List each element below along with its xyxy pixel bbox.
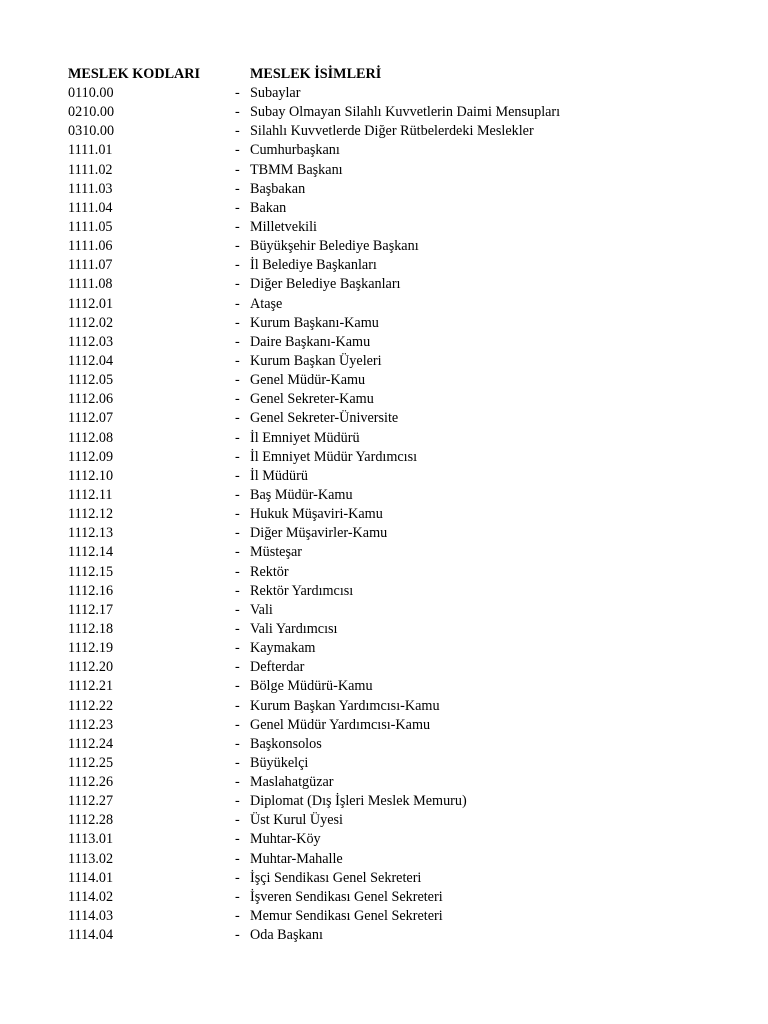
occupation-code: 1112.28 bbox=[68, 812, 114, 829]
list-item bbox=[68, 467, 708, 486]
occupation-name: Müsteşar bbox=[250, 544, 303, 561]
occupation-code: 1112.20 bbox=[68, 659, 114, 676]
list-item bbox=[68, 333, 708, 352]
codes-column-heading: MESLEK KODLARI bbox=[68, 66, 201, 82]
list-item bbox=[68, 677, 708, 696]
occupation-code: 1114.02 bbox=[68, 888, 114, 905]
list-item bbox=[68, 524, 708, 543]
occupation-name: Büyükşehir Belediye Başkanı bbox=[250, 238, 419, 255]
occupation-name: Diplomat (Dış İşleri Meslek Memuru) bbox=[250, 793, 467, 810]
list-item bbox=[68, 926, 708, 945]
occupation-name: Kurum Başkanı-Kamu bbox=[250, 314, 379, 331]
occupation-name: İşçi Sendikası Genel Sekreteri bbox=[250, 869, 422, 886]
list-item bbox=[68, 161, 708, 180]
table-header bbox=[68, 64, 708, 84]
separator-dash: - bbox=[235, 697, 240, 714]
list-item bbox=[68, 582, 708, 601]
list-item bbox=[68, 869, 708, 888]
separator-dash: - bbox=[235, 448, 240, 465]
separator-dash: - bbox=[235, 123, 240, 140]
occupation-name: Maslahatgüzar bbox=[250, 774, 334, 791]
separator-dash: - bbox=[235, 888, 240, 905]
separator-dash: - bbox=[235, 678, 240, 695]
occupation-name: Vali bbox=[250, 601, 273, 618]
separator-dash: - bbox=[235, 104, 240, 121]
occupation-code: 0110.00 bbox=[68, 85, 114, 101]
occupation-code: 1112.27 bbox=[68, 793, 114, 810]
list-item bbox=[68, 237, 708, 256]
list-item bbox=[68, 409, 708, 428]
separator-dash: - bbox=[235, 754, 240, 771]
list-item bbox=[68, 352, 708, 371]
occupation-code: 1111.08 bbox=[68, 276, 113, 293]
separator-dash: - bbox=[235, 582, 240, 599]
list-item bbox=[68, 697, 708, 716]
list-item bbox=[68, 486, 708, 505]
separator-dash: - bbox=[235, 793, 240, 810]
occupation-code: 1112.02 bbox=[68, 314, 114, 331]
occupation-code: 1114.03 bbox=[68, 908, 114, 925]
occupation-code: 1112.18 bbox=[68, 620, 114, 637]
occupation-name: İl Emniyet Müdürü bbox=[250, 429, 360, 446]
separator-dash: - bbox=[235, 486, 240, 503]
occupation-code: 1113.01 bbox=[68, 831, 114, 848]
occupation-name: Başkonsolos bbox=[250, 735, 322, 752]
separator-dash: - bbox=[235, 850, 240, 867]
occupation-name: Genel Sekreter-Kamu bbox=[250, 391, 374, 408]
separator-dash: - bbox=[235, 506, 240, 523]
occupation-name: TBMM Başkanı bbox=[250, 161, 343, 178]
occupation-name: Genel Müdür-Kamu bbox=[250, 372, 366, 389]
occupation-name: Büyükelçi bbox=[250, 754, 309, 771]
occupation-code: 1111.06 bbox=[68, 238, 113, 255]
occupation-name: Milletvekili bbox=[250, 218, 317, 235]
separator-dash: - bbox=[235, 908, 240, 925]
occupation-name: Vali Yardımcısı bbox=[250, 620, 338, 637]
list-item bbox=[68, 811, 708, 830]
occupation-code: 1112.15 bbox=[68, 563, 114, 580]
separator-dash: - bbox=[235, 85, 240, 101]
list-item bbox=[68, 505, 708, 524]
separator-dash: - bbox=[235, 295, 240, 312]
separator-dash: - bbox=[235, 869, 240, 886]
list-item bbox=[68, 716, 708, 735]
list-item bbox=[68, 390, 708, 409]
occupation-name: Subaylar bbox=[250, 85, 301, 101]
separator-dash: - bbox=[235, 467, 240, 484]
separator-dash: - bbox=[235, 640, 240, 657]
occupation-code: 1112.05 bbox=[68, 372, 114, 389]
occupation-name: Muhtar-Köy bbox=[250, 831, 321, 848]
occupation-code: 1112.22 bbox=[68, 697, 114, 714]
list-item bbox=[68, 888, 708, 907]
occupation-code: 1112.09 bbox=[68, 448, 114, 465]
separator-dash: - bbox=[235, 142, 240, 159]
list-item bbox=[68, 371, 708, 390]
occupation-name: Kurum Başkan Üyeleri bbox=[250, 352, 382, 369]
list-item bbox=[68, 448, 708, 467]
occupation-code: 1112.04 bbox=[68, 352, 114, 369]
occupation-code: 1112.19 bbox=[68, 640, 114, 657]
separator-dash: - bbox=[235, 161, 240, 178]
separator-dash: - bbox=[235, 372, 240, 389]
occupation-name: Ataşe bbox=[250, 295, 283, 312]
separator-dash: - bbox=[235, 525, 240, 542]
list-item bbox=[68, 792, 708, 811]
separator-dash: - bbox=[235, 812, 240, 829]
separator-dash: - bbox=[235, 429, 240, 446]
occupation-name: Oda Başkanı bbox=[250, 927, 323, 944]
occupation-code: 1112.16 bbox=[68, 582, 114, 599]
occupation-code: 1113.02 bbox=[68, 850, 114, 867]
separator-dash: - bbox=[235, 716, 240, 733]
list-item bbox=[68, 103, 708, 122]
occupation-code: 1112.12 bbox=[68, 506, 114, 523]
occupation-name: Kaymakam bbox=[250, 640, 316, 657]
occupation-name: Daire Başkanı-Kamu bbox=[250, 333, 371, 350]
separator-dash: - bbox=[235, 314, 240, 331]
separator-dash: - bbox=[235, 774, 240, 791]
occupation-code: 1112.10 bbox=[68, 467, 114, 484]
list-item bbox=[68, 180, 708, 199]
separator-dash: - bbox=[235, 276, 240, 293]
occupation-code: 1112.11 bbox=[68, 486, 113, 503]
occupation-code: 1112.25 bbox=[68, 754, 114, 771]
occupation-name: Bakan bbox=[250, 199, 287, 216]
occupation-name: Rektör Yardımcısı bbox=[250, 582, 354, 599]
list-item bbox=[68, 601, 708, 620]
list-item bbox=[68, 295, 708, 314]
list-item bbox=[68, 907, 708, 926]
list-item bbox=[68, 754, 708, 773]
occupation-code: 1112.23 bbox=[68, 716, 114, 733]
occupation-name: Rektör bbox=[250, 563, 289, 580]
separator-dash: - bbox=[235, 238, 240, 255]
list-item bbox=[68, 850, 708, 869]
list-item bbox=[68, 256, 708, 275]
occupation-code: 1111.04 bbox=[68, 199, 113, 216]
occupation-name: İl Müdürü bbox=[250, 467, 308, 484]
list-item bbox=[68, 314, 708, 333]
list-item bbox=[68, 199, 708, 218]
separator-dash: - bbox=[235, 410, 240, 427]
separator-dash: - bbox=[235, 218, 240, 235]
occupation-code: 1112.17 bbox=[68, 601, 114, 618]
occupation-code: 1114.04 bbox=[68, 927, 114, 944]
occupation-name: Memur Sendikası Genel Sekreteri bbox=[250, 908, 443, 925]
occupation-name: Subay Olmayan Silahlı Kuvvetlerin Daimi Mensupları bbox=[250, 104, 561, 121]
list-item bbox=[68, 773, 708, 792]
occupation-code: 1112.03 bbox=[68, 333, 114, 350]
header-spacer bbox=[235, 64, 250, 84]
occupation-name: Hukuk Müşaviri-Kamu bbox=[250, 506, 383, 523]
separator-dash: - bbox=[235, 180, 240, 197]
occupation-name: Muhtar-Mahalle bbox=[250, 850, 343, 867]
occupation-code: 1112.08 bbox=[68, 429, 114, 446]
list-item bbox=[68, 658, 708, 677]
occupation-code: 1112.07 bbox=[68, 410, 114, 427]
list-item bbox=[68, 429, 708, 448]
list-item bbox=[68, 141, 708, 160]
list-item bbox=[68, 563, 708, 582]
occupation-name: İl Emniyet Müdür Yardımcısı bbox=[250, 448, 418, 465]
separator-dash: - bbox=[235, 333, 240, 350]
list-item bbox=[68, 122, 708, 141]
separator-dash: - bbox=[235, 563, 240, 580]
occupation-code: 1111.01 bbox=[68, 142, 113, 159]
list-item bbox=[68, 275, 708, 294]
list-item bbox=[68, 830, 708, 849]
separator-dash: - bbox=[235, 352, 240, 369]
occupation-code: 1111.05 bbox=[68, 218, 113, 235]
list-item bbox=[68, 735, 708, 754]
separator-dash: - bbox=[235, 927, 240, 944]
separator-dash: - bbox=[235, 620, 240, 637]
occupation-name: Defterdar bbox=[250, 659, 305, 676]
occupation-name: Diğer Belediye Başkanları bbox=[250, 276, 401, 293]
separator-dash: - bbox=[235, 544, 240, 561]
list-item bbox=[68, 218, 708, 237]
occupation-name: Diğer Müşavirler-Kamu bbox=[250, 525, 388, 542]
separator-dash: - bbox=[235, 735, 240, 752]
separator-dash: - bbox=[235, 831, 240, 848]
names-column-heading: MESLEK İSİMLERİ bbox=[250, 66, 382, 82]
occupation-code: 1112.24 bbox=[68, 735, 114, 752]
occupation-code: 1111.03 bbox=[68, 180, 113, 197]
list-item bbox=[68, 620, 708, 639]
occupation-name: İşveren Sendikası Genel Sekreteri bbox=[250, 888, 443, 905]
occupation-code: 0210.00 bbox=[68, 104, 115, 121]
occupation-name: Baş Müdür-Kamu bbox=[250, 486, 353, 503]
occupation-code-document bbox=[68, 64, 708, 945]
occupation-name: Kurum Başkan Yardımcısı-Kamu bbox=[250, 697, 440, 714]
occupation-code: 1112.21 bbox=[68, 678, 114, 695]
separator-dash: - bbox=[235, 659, 240, 676]
occupation-code: 1112.26 bbox=[68, 774, 114, 791]
occupation-name: Cumhurbaşkanı bbox=[250, 142, 340, 159]
separator-dash: - bbox=[235, 199, 240, 216]
separator-dash: - bbox=[235, 257, 240, 274]
occupation-name: Genel Sekreter-Üniversite bbox=[250, 410, 399, 427]
separator-dash: - bbox=[235, 601, 240, 618]
occupation-list bbox=[68, 84, 708, 945]
occupation-code: 0310.00 bbox=[68, 123, 115, 140]
occupation-code: 1114.01 bbox=[68, 869, 114, 886]
occupation-code: 1112.01 bbox=[68, 295, 114, 312]
occupation-name: Üst Kurul Üyesi bbox=[250, 812, 344, 829]
occupation-name: İl Belediye Başkanları bbox=[250, 257, 377, 274]
list-item bbox=[68, 543, 708, 562]
occupation-code: 1111.07 bbox=[68, 257, 113, 274]
occupation-name: Bölge Müdürü-Kamu bbox=[250, 678, 373, 695]
occupation-name: Silahlı Kuvvetlerde Diğer Rütbelerdeki Meslekler bbox=[250, 123, 534, 140]
occupation-name: Genel Müdür Yardımcısı-Kamu bbox=[250, 716, 431, 733]
occupation-name: Başbakan bbox=[250, 180, 306, 197]
occupation-code: 1112.14 bbox=[68, 544, 114, 561]
occupation-code: 1111.02 bbox=[68, 161, 113, 178]
occupation-code: 1112.06 bbox=[68, 391, 114, 408]
occupation-code: 1112.13 bbox=[68, 525, 114, 542]
list-item bbox=[68, 639, 708, 658]
separator-dash: - bbox=[235, 391, 240, 408]
list-item bbox=[68, 84, 708, 103]
